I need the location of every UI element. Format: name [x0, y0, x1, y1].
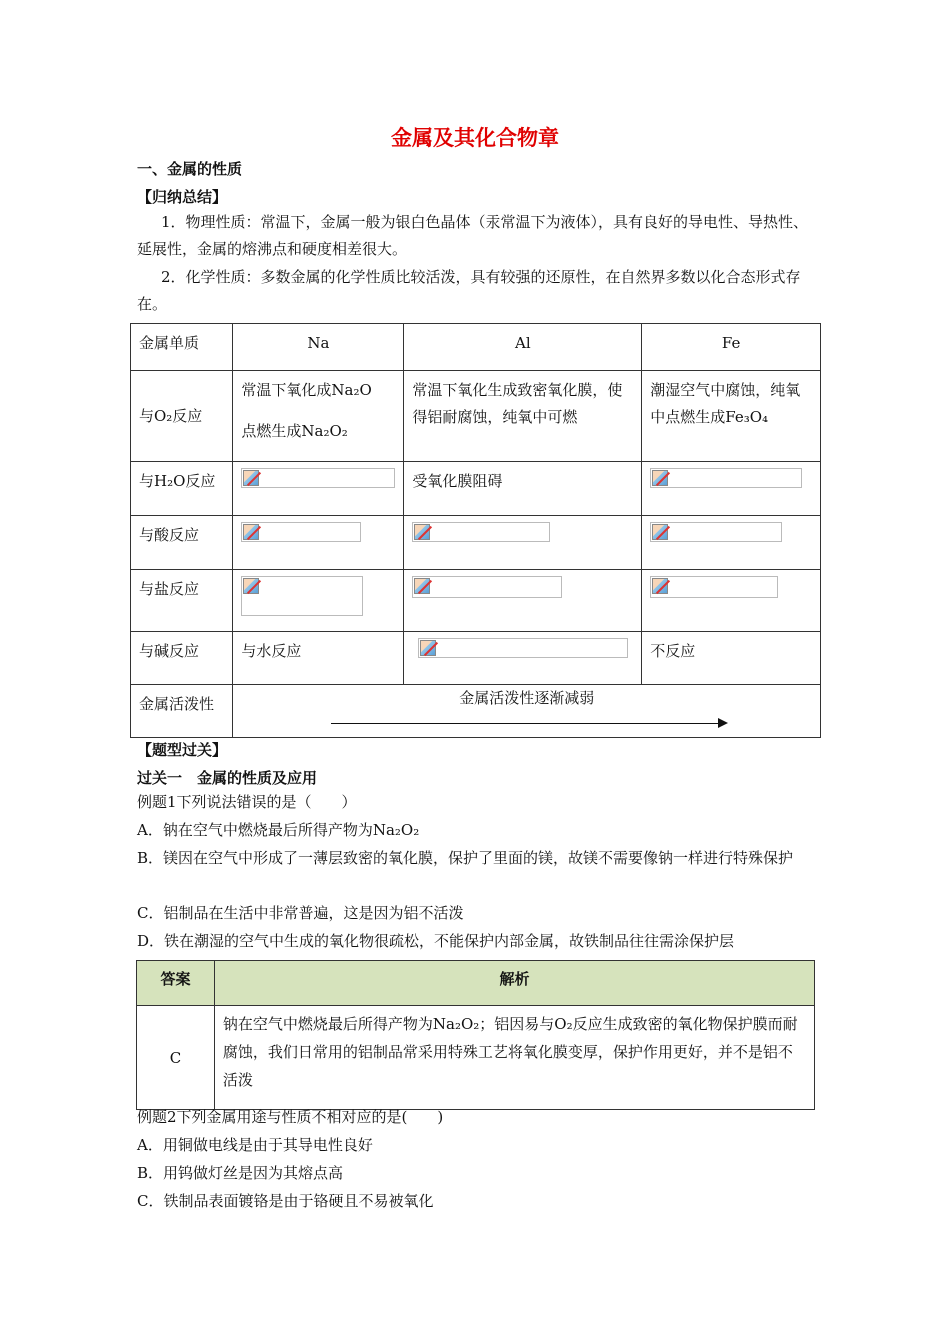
header-cell: Al	[404, 324, 642, 371]
option-a: A．钠在空气中燃烧最后所得产物为Na₂O₂	[137, 821, 420, 839]
broken-image-icon	[650, 522, 782, 542]
table-row	[131, 516, 821, 570]
summary-heading: 【归纳总结】	[137, 188, 228, 206]
table-row	[131, 371, 821, 462]
table-cell	[233, 516, 404, 570]
table-cell: 与水反应	[233, 632, 404, 685]
row-label: 与酸反应	[131, 516, 233, 570]
broken-image-icon	[418, 638, 628, 658]
table-cell	[642, 462, 821, 516]
broken-image-icon	[241, 522, 361, 542]
header-cell: 答案	[137, 961, 215, 1006]
table-cell	[642, 516, 821, 570]
broken-image-icon	[650, 468, 802, 488]
option-c: C．铝制品在生活中非常普遍，这是因为铝不活泼	[137, 904, 464, 922]
table-cell: 常温下氧化生成致密氧化膜，使得铝耐腐蚀，纯氧中可燃	[404, 371, 642, 462]
broken-image-icon	[241, 468, 395, 488]
row-label: 金属活泼性	[131, 685, 233, 738]
cell-text: 点燃生成Na₂O₂	[241, 422, 348, 440]
table-cell: 受氧化膜阻碍	[404, 462, 642, 516]
option-b: B．用钨做灯丝是因为其熔点高	[137, 1164, 344, 1182]
header-cell: Fe	[642, 324, 821, 371]
broken-image-icon	[650, 576, 778, 598]
question-stem: 例题2下列金属用途与性质不相对应的是( )	[137, 1108, 444, 1126]
paragraph-physical: 1．物理性质：常温下，金属一般为银白色晶体（汞常温下为液体），具有良好的导电性、导热性、延展性，金属的熔沸点和硬度相差很大。	[137, 213, 809, 258]
table-row	[131, 685, 821, 738]
header-cell: 解析	[214, 961, 814, 1006]
table-row	[131, 324, 821, 371]
paragraph-chemical: 2．化学性质：多数金属的化学性质比较活泼，具有较强的还原性，在自然界多数以化合态形式存在。	[137, 268, 801, 313]
table-cell: 潮湿空气中腐蚀，纯氧中点燃生成Fe₃O₄	[642, 371, 821, 462]
table-cell	[404, 516, 642, 570]
row-label: 与H₂O反应	[131, 462, 233, 516]
broken-image-icon	[412, 522, 550, 542]
table-row	[137, 1006, 815, 1110]
analysis-cell: 钠在空气中燃烧最后所得产物为Na₂O₂；铝因易与O₂反应生成致密的氧化物保护膜而耐腐蚀，我们日常用的铝制品常采用特殊工艺将氧化膜变厚，保护作用更好，并不是铝不活泼	[214, 1006, 814, 1110]
activity-cell	[233, 685, 821, 738]
table-cell	[404, 632, 642, 685]
option-b: B．镁因在空气中形成了一薄层致密的氧化膜，保护了里面的镁，故镁不需要像钠一样进行特殊保护	[137, 849, 794, 867]
table-row	[131, 632, 821, 685]
types-heading: 【题型过关】	[137, 741, 228, 759]
table-cell: 不反应	[642, 632, 821, 685]
pass-heading: 过关一 金属的性质及应用	[137, 769, 318, 787]
header-cell: 金属单质	[131, 324, 233, 371]
section-heading: 一、金属的性质	[137, 160, 243, 178]
answer-table	[136, 960, 815, 1110]
page-title: 金属及其化合物章	[391, 126, 559, 150]
broken-image-icon	[241, 576, 363, 616]
metal-properties-table	[130, 323, 821, 738]
table-cell	[404, 570, 642, 632]
table-row	[131, 462, 821, 516]
activity-text: 金属活泼性逐渐减弱	[459, 689, 595, 707]
right-arrow-icon	[241, 717, 812, 731]
table-row	[131, 570, 821, 632]
option-d: D．铁在潮湿的空气中生成的氧化物很疏松，不能保护内部金属，故铁制品往往需涂保护层	[137, 932, 735, 950]
broken-image-icon	[412, 576, 562, 598]
table-cell	[233, 371, 404, 462]
option-c: C．铁制品表面镀铬是由于铬硬且不易被氧化	[137, 1192, 434, 1210]
question-stem: 例题1下列说法错误的是（ ）	[137, 793, 357, 811]
table-cell	[233, 462, 404, 516]
header-cell: Na	[233, 324, 404, 371]
answer-cell: C	[137, 1006, 215, 1110]
row-label: 与盐反应	[131, 570, 233, 632]
table-row	[137, 961, 815, 1006]
cell-text: 常温下氧化成Na₂O	[241, 381, 372, 399]
table-cell	[642, 570, 821, 632]
option-a: A．用铜做电线是由于其导电性良好	[137, 1136, 373, 1154]
row-label: 与O₂反应	[131, 371, 233, 462]
table-cell	[233, 570, 404, 632]
row-label: 与碱反应	[131, 632, 233, 685]
